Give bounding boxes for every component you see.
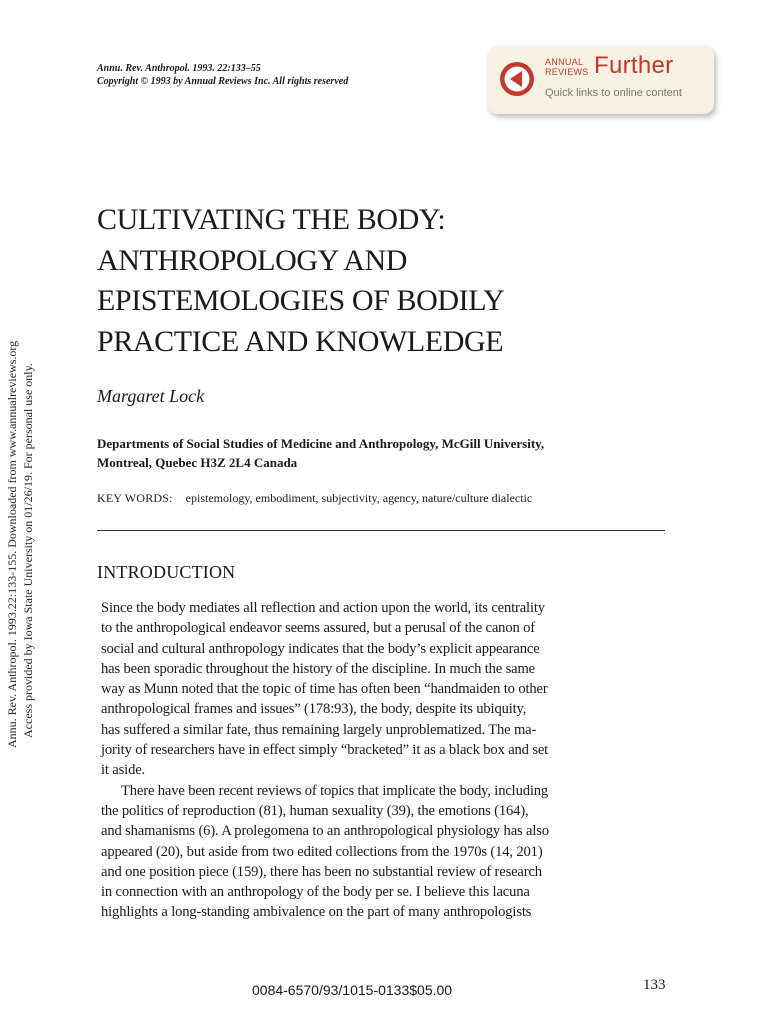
body-line: jority of researchers have in effect simply “bracketed” it as a black box and set	[101, 742, 549, 759]
body-line: anthropological frames and issues” (178:93), the body, despite its ubiquity,	[101, 701, 527, 718]
margin-line-2: Access provided by Iowa State University on 01/26/19. For personal use only.	[21, 363, 35, 738]
body-line: way as Munn noted that the topic of time has often been “handmaiden to other	[101, 681, 548, 698]
annual-reviews-logo	[545, 57, 589, 77]
body-line: in connection with an anthropology of the body per se. I believe this lacuna	[101, 884, 530, 901]
annual-label: ANNUAL	[545, 57, 584, 67]
body-line: it aside.	[101, 762, 146, 779]
body-line: has been sporadic throughout the history of the discipline. In much the same	[101, 660, 536, 677]
further-subtitle: Quick links to online content	[545, 87, 682, 99]
section-heading: INTRODUCTION	[97, 562, 236, 582]
body-line: There have been recent reviews of topics that implicate the body, including	[121, 782, 549, 799]
body-line: to the anthropological endeavor seems assured, but a perusal of the canon of	[101, 620, 535, 637]
author-name: Margaret Lock	[97, 386, 205, 406]
body-line: highlights a long-standing ambivalence on the part of many anthropologists	[101, 904, 532, 921]
body-text	[101, 598, 669, 923]
author-affiliation	[97, 434, 669, 472]
issn-code: 0084-6570/93/1015-0133$05.00	[252, 982, 453, 998]
body-line: and one position piece (159), there has been no substantial review of research	[101, 863, 542, 880]
title-line: EPISTEMOLOGIES OF BODILY	[97, 284, 505, 317]
journal-citation	[97, 62, 348, 88]
key-words	[97, 491, 532, 506]
body-line: Since the body mediates all reflection and action upon the world, its centrality	[101, 600, 545, 616]
margin-line-1: Annu. Rev. Anthropol. 1993.22:133-155. Downloaded from www.annualreviews.org	[5, 340, 19, 748]
body-line: and shamanisms (6). A prolegomena to an anthropological physiology has also	[101, 823, 549, 840]
play-arrow-icon	[498, 60, 536, 98]
body-line: appeared (20), but aside from two edited collections from the 1970s (14, 201)	[101, 843, 543, 860]
body-line: the politics of reproduction (81), human sexuality (39), the emotions (164),	[101, 802, 529, 819]
body-line: social and cultural anthropology indicates that the body’s explicit appearance	[101, 640, 540, 657]
copyright-line: Copyright © 1993 by Annual Reviews Inc. All rights reserved	[97, 76, 349, 87]
affiliation-line: Departments of Social Studies of Medicine and Anthropology, McGill University,	[97, 436, 545, 451]
keywords-list: epistemology, embodiment, subjectivity, agency, nature/culture dialectic	[185, 491, 533, 505]
further-title: Further	[594, 52, 674, 79]
title-line: ANTHROPOLOGY AND	[97, 243, 407, 277]
keywords-label: KEY WORDS:	[97, 491, 173, 505]
title-line: CULTIVATING THE BODY:	[97, 203, 446, 236]
affiliation-line: Montreal, Quebec H3Z 2L4 Canada	[97, 455, 298, 470]
title-line: PRACTICE AND KNOWLEDGE	[97, 324, 504, 358]
citation-line: Annu. Rev. Anthropol. 1993. 22:133–55	[97, 63, 261, 74]
reviews-label: REVIEWS	[545, 67, 589, 77]
body-line: has suffered a similar fate, thus remaining largely unproblematized. The ma-	[101, 721, 537, 738]
further-badge[interactable]	[488, 46, 714, 114]
page-number: 133	[643, 977, 666, 993]
divider	[97, 530, 665, 531]
article-title	[97, 200, 657, 362]
